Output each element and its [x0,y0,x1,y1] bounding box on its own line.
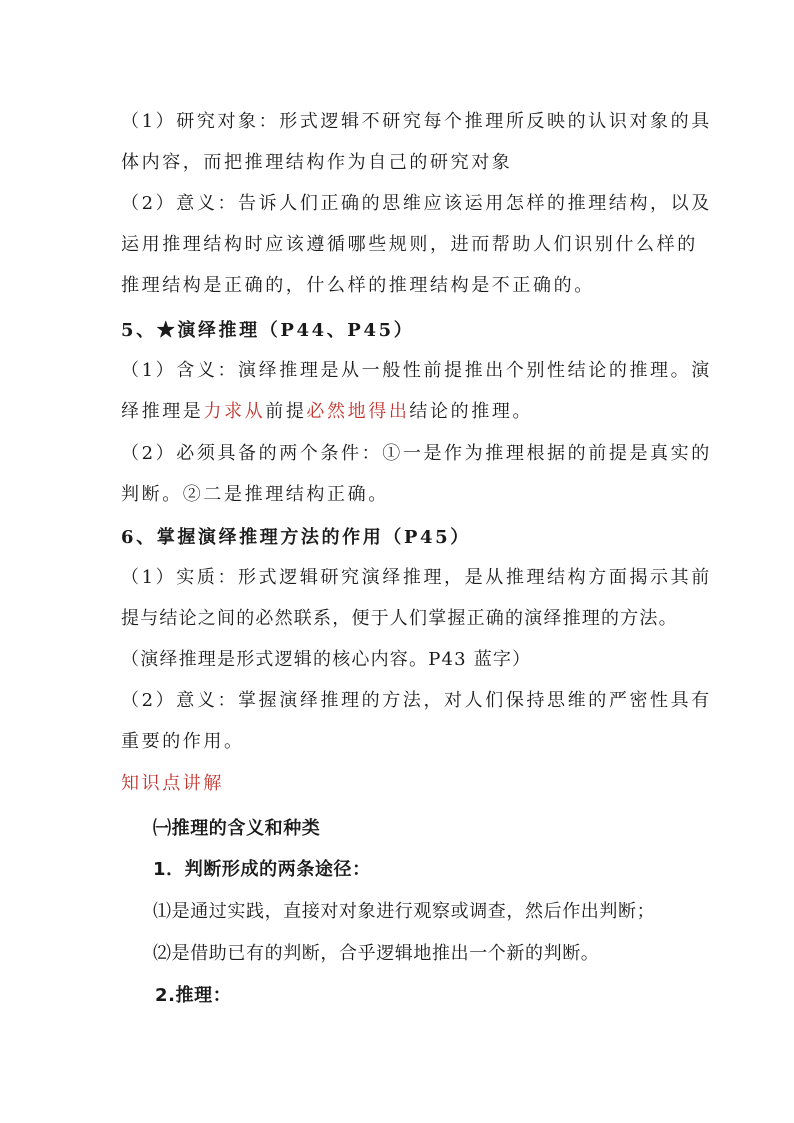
paragraph-line: 运用推理结构时应该遵循哪些规则，进而帮助人们识别什么样的 [121,234,698,255]
section5-heading: 5、★演绎推理（P44、P45） [121,320,415,341]
section6-heading: 6、掌握演绎推理方法的作用（P45） [121,527,471,548]
paragraph-line: 提与结论之间的必然联系，便于人们掌握正确的演绎推理的方法。 [121,608,678,629]
item1-heading: 1．判断形成的两条途径： [153,859,371,880]
paragraph-line: （1）含义：演绎推理是从一般性前提推出个别性结论的推理。演 [121,360,712,381]
paragraph-line: （演绎推理是形式逻辑的核心内容。P43 蓝字） [121,649,532,670]
text-run: 前提 [265,401,307,422]
paragraph-line: 体内容，而把推理结构作为自己的研究对象 [121,152,513,173]
item2-heading: 2.推理： [155,985,232,1006]
sub-heading: ㈠推理的含义和种类 [153,818,321,839]
text-run: 结论的推理。 [409,401,534,422]
list-item: ⑴是通过实践，直接对对象进行观察或调查，然后作出判断； [153,901,656,922]
paragraph-line: 判断。②二是推理结构正确。 [121,484,389,505]
highlighted-text: 力求从 [203,401,266,422]
paragraph-line [121,397,533,423]
paragraph-line: （1）实质：形式逻辑研究演绎推理，是从推理结构方面揭示其前 [121,567,712,588]
highlighted-text: 必然地得出 [306,401,410,422]
paragraph-line: （2）意义：告诉人们正确的思维应该运用怎样的推理结构，以及 [121,193,712,214]
text-run: 绎推理是 [121,401,204,422]
list-item: ⑵是借助已有的判断，合乎逻辑地推出一个新的判断。 [153,943,600,964]
paragraph-line: 推理结构是正确的，什么样的推理结构是不正确的。 [121,275,595,296]
paragraph-line: （2）意义：掌握演绎推理的方法，对人们保持思维的严密性具有 [121,690,712,711]
paragraph-line: 重要的作用。 [121,731,245,752]
knowledge-title: 知识点讲解 [121,773,224,794]
paragraph-line: （1）研究对象：形式逻辑不研究每个推理所反映的认识对象的具 [121,111,712,132]
paragraph-line: （2）必须具备的两个条件：①一是作为推理根据的前提是真实的 [121,443,712,464]
